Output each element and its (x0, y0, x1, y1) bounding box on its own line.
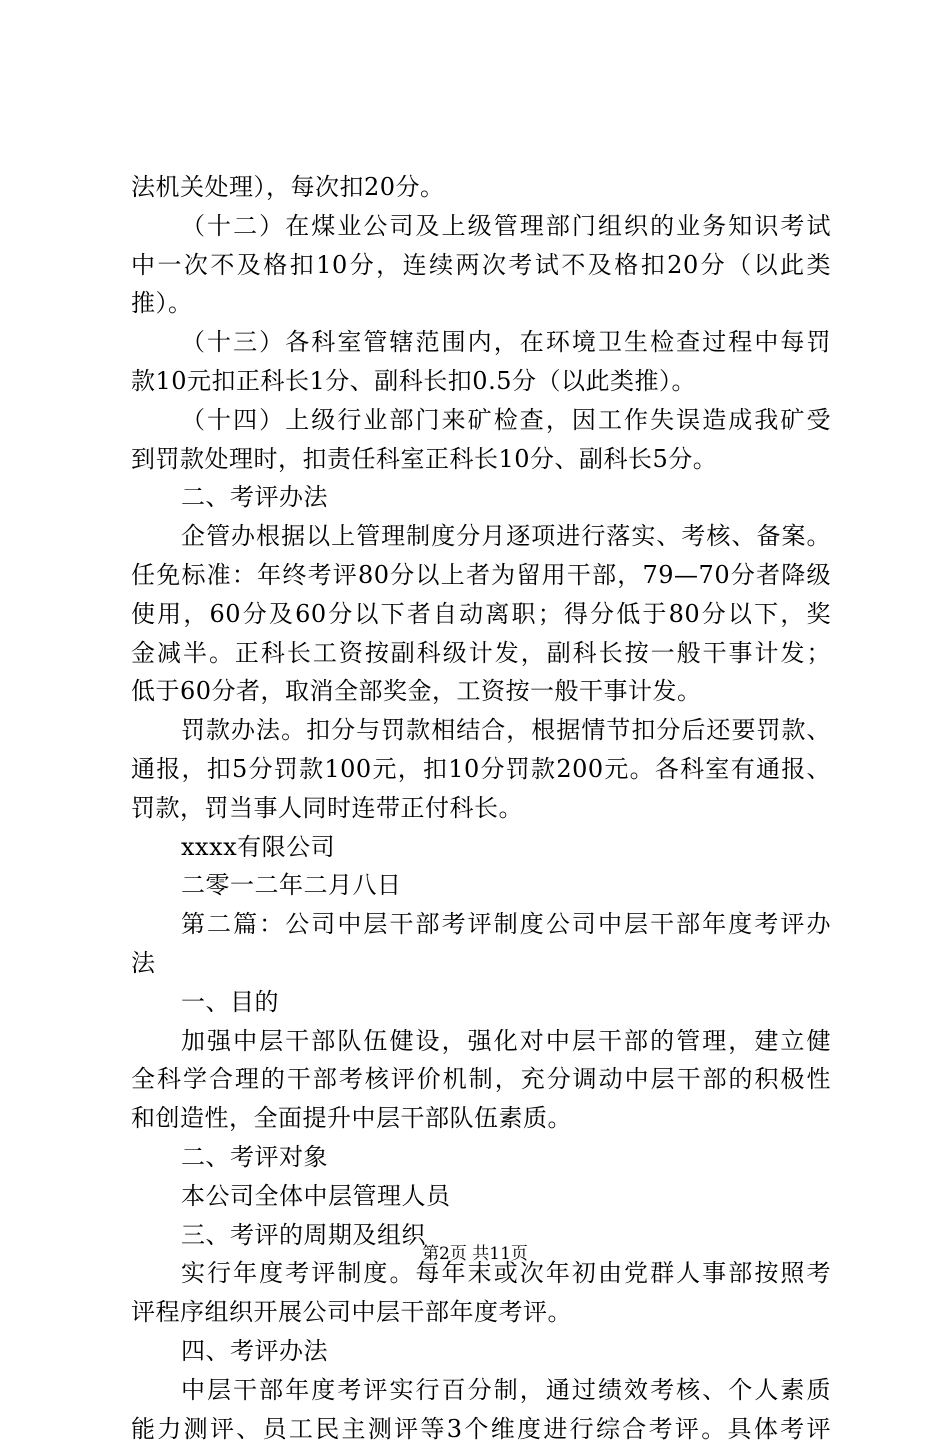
text-line: 任免标准：年终考评80分以上者为留用干部，79—70分者降级 (131, 556, 831, 595)
text-line: 到罚款处理时，扣责任科室正科长10分、副科长5分。 (131, 440, 831, 479)
text-line: 中层干部年度考评实行百分制，通过绩效考核、个人素质 (131, 1371, 831, 1410)
text-line: 低于60分者，取消全部奖金，工资按一般干事计发。 (131, 672, 831, 711)
document-date: 二零一二年二月八日 (131, 866, 831, 905)
text-line: 中一次不及格扣10分，连续两次考试不及格扣20分（以此类 (131, 246, 831, 285)
text-line: （十三）各科室管辖范围内，在环境卫生检查过程中每罚 (131, 323, 831, 362)
text-line: 罚款办法。扣分与罚款相结合，根据情节扣分后还要罚款、 (131, 711, 831, 750)
section-heading: 四、考评办法 (131, 1332, 831, 1371)
text-line: 款10元扣正科长1分、副科长扣0.5分（以此类推）。 (131, 362, 831, 401)
text-line: 企管办根据以上管理制度分月逐项进行落实、考核、备案。 (131, 517, 831, 556)
section-heading: 三、考评的周期及组织 (131, 1216, 831, 1255)
text-line: 能力测评、员工民主测评等3个维度进行综合考评。具体考评 (131, 1410, 831, 1448)
text-line: 法机关处理），每次扣20分。 (131, 168, 831, 207)
text-line: 加强中层干部队伍健设，强化对中层干部的管理，建立健 (131, 1022, 831, 1061)
text-line: 评程序组织开展公司中层干部年度考评。 (131, 1293, 831, 1332)
section-heading: 一、目的 (131, 983, 831, 1022)
section-heading: 二、考评对象 (131, 1138, 831, 1177)
section-heading: 二、考评办法 (131, 478, 831, 517)
text-line: （十二）在煤业公司及上级管理部门组织的业务知识考试 (131, 207, 831, 246)
chapter-title: 第二篇：公司中层干部考评制度公司中层干部年度考评办 (131, 905, 831, 944)
text-line: 和创造性，全面提升中层干部队伍素质。 (131, 1099, 831, 1138)
text-line: 使用，60分及60分以下者自动离职；得分低于80分以下，奖 (131, 595, 831, 634)
text-line: 实行年度考评制度。每年末或次年初由党群人事部按照考 (131, 1254, 831, 1293)
chapter-title-cont: 法 (131, 944, 831, 983)
company-name: xxxx有限公司 (131, 828, 831, 867)
text-line: 全科学合理的干部考核评价机制，充分调动中层干部的积极性 (131, 1060, 831, 1099)
text-line: 罚款，罚当事人同时连带正付科长。 (131, 789, 831, 828)
text-line: 通报，扣5分罚款100元，扣10分罚款200元。各科室有通报、 (131, 750, 831, 789)
text-line: 金减半。正科长工资按副科级计发，副科长按一般干事计发； (131, 634, 831, 673)
text-line: （十四）上级行业部门来矿检查，因工作失误造成我矿受 (131, 401, 831, 440)
text-line: 推）。 (131, 284, 831, 323)
text-line: 本公司全体中层管理人员 (131, 1177, 831, 1216)
page-number: 第2页 共11页 (0, 1242, 950, 1266)
